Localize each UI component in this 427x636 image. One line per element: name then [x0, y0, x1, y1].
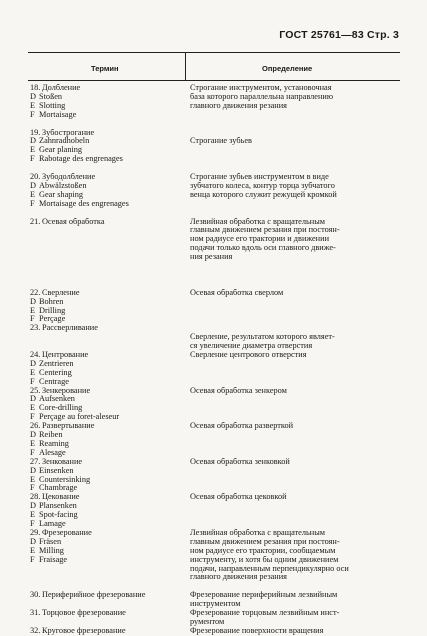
term-number: 22.	[30, 288, 41, 297]
definition-line: ном радиусе его трактории и движении	[190, 235, 330, 244]
term-text: Zentrieren	[39, 359, 74, 368]
term-russian	[30, 609, 182, 618]
term-text: Осевая обработка	[42, 217, 105, 226]
term-foreign	[30, 111, 182, 120]
language-code: E	[30, 306, 36, 315]
definition-column	[190, 387, 402, 423]
term-text: Aufsenken	[39, 395, 75, 404]
term-column	[30, 387, 182, 423]
term-text: Периферийное фрезерование	[42, 591, 146, 600]
term-column	[30, 627, 182, 636]
term-column	[30, 529, 182, 591]
language-code: D	[30, 431, 36, 440]
language-code: D	[30, 502, 36, 511]
term-text: Fräsen	[39, 537, 62, 546]
definition-line: венца которого служит режущей кромкой	[190, 190, 337, 199]
term-number: 28.	[30, 493, 41, 502]
language-code: D	[30, 537, 36, 546]
definition-line: Строгание зубьев	[190, 137, 252, 146]
term-russian	[30, 529, 182, 538]
definition-column	[190, 627, 402, 636]
definition-line	[190, 324, 402, 333]
term-column	[30, 173, 182, 218]
term-number: 24.	[30, 350, 41, 359]
definition-line: зубчатого колеса, контур торца зубчатого	[190, 181, 335, 190]
term-foreign	[30, 556, 182, 565]
term-foreign	[30, 315, 182, 324]
definition-line: подачи только вдоль оси главного движе-	[190, 244, 336, 253]
term-text: Торцовое фрезерование	[42, 609, 126, 618]
term-number: 25.	[30, 386, 41, 395]
term-foreign	[30, 538, 182, 547]
term-russian	[30, 493, 182, 502]
term-text: Зубострогание	[42, 128, 95, 137]
term-column	[30, 129, 182, 174]
term-foreign	[30, 511, 182, 520]
language-code: D	[30, 137, 36, 146]
definition-line: Сверление, результатом которого являет-	[190, 333, 335, 342]
term-number: 21.	[30, 217, 41, 226]
definition-column	[190, 173, 402, 218]
term-column	[30, 289, 182, 325]
column-header-term: Термин	[91, 64, 119, 73]
term-foreign	[30, 520, 182, 529]
language-code: F	[30, 110, 35, 119]
language-code: F	[30, 199, 35, 208]
term-russian	[30, 84, 182, 93]
definition-line: Фрезерование торцовым лезвийным инст-	[190, 609, 340, 618]
language-code: E	[30, 101, 36, 110]
term-column	[30, 609, 182, 627]
term-column	[30, 591, 182, 609]
definition-line: Строгание зубьев инструментом в виде	[190, 173, 329, 181]
term-text: Centrage	[39, 377, 69, 386]
definition-column	[190, 493, 402, 529]
term-text: Perçage au foret-aleseur	[39, 413, 120, 422]
definition-line: главным движением резания при постоян-	[190, 537, 340, 546]
term-entry	[30, 387, 400, 423]
term-russian	[30, 173, 182, 182]
term-entry	[30, 529, 400, 591]
language-code: E	[30, 511, 36, 520]
term-foreign	[30, 395, 182, 404]
language-code: F	[30, 155, 35, 164]
language-code: D	[30, 359, 36, 368]
language-code: F	[30, 377, 35, 386]
definition-column	[190, 218, 402, 289]
term-text: Рассверливание	[42, 324, 98, 333]
term-text: Drilling	[39, 306, 66, 315]
term-text: Plansenken	[39, 502, 77, 511]
term-number: 27.	[30, 457, 41, 466]
definition-line: главным движением резания при постоян-	[190, 226, 340, 235]
term-text: Countersinking	[39, 475, 91, 484]
language-code: F	[30, 520, 35, 529]
term-entry	[30, 609, 400, 627]
language-code: E	[30, 146, 36, 155]
term-number: 23.	[30, 324, 41, 333]
term-foreign	[30, 476, 182, 485]
language-code: F	[30, 413, 35, 422]
term-russian	[30, 387, 182, 396]
language-code: D	[30, 466, 36, 475]
term-entry	[30, 458, 400, 494]
term-text: Фрезерование	[42, 528, 92, 537]
term-text: Milling	[39, 546, 64, 555]
term-foreign	[30, 440, 182, 449]
language-code: E	[30, 368, 36, 377]
language-code: F	[30, 448, 35, 457]
language-code: F	[30, 484, 35, 493]
term-number: 31.	[30, 609, 41, 618]
header-bottom-rule	[28, 80, 400, 81]
term-entry	[30, 289, 400, 325]
term-entry	[30, 129, 400, 174]
definition-line: подачи, направленным перпендикулярно оси	[190, 564, 349, 573]
definition-line: Осевая обработка цековкой	[190, 493, 287, 502]
term-text: Rabotage des engrenages	[39, 155, 123, 164]
term-column	[30, 84, 182, 129]
term-entry	[30, 218, 400, 289]
definition-line: инструментом	[190, 600, 241, 609]
term-column	[30, 324, 182, 351]
term-text: Centering	[39, 368, 72, 377]
language-code: E	[30, 404, 36, 413]
table-top-rule	[28, 52, 400, 53]
definition-line: Фрезерование поверхности вращения	[190, 626, 324, 635]
definition-line: Осевая обработка сверлом	[190, 288, 284, 297]
term-number: 32.	[30, 626, 41, 635]
definition-line: Осевая обработка разверткой	[190, 422, 294, 431]
term-russian	[30, 458, 182, 467]
term-entry	[30, 173, 400, 218]
term-russian	[30, 627, 182, 636]
definition-column	[190, 591, 402, 609]
definition-line: база которого параллельна направлению	[190, 92, 334, 101]
definition-column	[190, 422, 402, 458]
definition-line: инструменту, и хотя бы одним движением	[190, 555, 339, 564]
definition-line: главного движения резания	[190, 573, 287, 582]
term-russian	[30, 422, 182, 431]
definition-line: ния резания	[190, 253, 233, 262]
definition-line: Лезвийная обработка с вращательным	[190, 528, 326, 537]
term-text: Fraisage	[39, 555, 68, 564]
term-foreign	[30, 378, 182, 387]
term-foreign	[30, 431, 182, 440]
definition-column	[190, 129, 402, 174]
term-foreign	[30, 298, 182, 307]
definition-column	[190, 289, 402, 325]
term-foreign	[30, 146, 182, 155]
term-number: 19.	[30, 128, 41, 137]
term-text: Stoßen	[39, 92, 63, 101]
term-text: Reaming	[39, 439, 69, 448]
language-code: D	[30, 92, 36, 101]
term-number: 20.	[30, 173, 41, 181]
term-text: Сверление	[42, 288, 80, 297]
language-code: F	[30, 315, 35, 324]
term-number: 30.	[30, 591, 41, 600]
term-entry	[30, 324, 400, 351]
term-russian	[30, 591, 182, 600]
term-foreign	[30, 200, 182, 209]
definition-column	[190, 458, 402, 494]
term-foreign	[30, 502, 182, 511]
definition-column	[190, 351, 402, 387]
term-foreign	[30, 182, 182, 191]
term-text: Perçage	[39, 315, 66, 324]
definition-line: Сверление центрового отверстия	[190, 350, 307, 359]
language-code: D	[30, 395, 36, 404]
definition-line: Фрезерование периферийным лезвийным	[190, 591, 338, 600]
term-text: Зубодолбление	[42, 173, 96, 181]
definition-column	[190, 324, 402, 351]
term-foreign	[30, 137, 182, 146]
term-text: Bohren	[39, 297, 64, 306]
term-foreign	[30, 93, 182, 102]
term-text: Gear planing	[39, 146, 83, 155]
term-foreign	[30, 484, 182, 493]
term-column	[30, 351, 182, 387]
language-code: E	[30, 475, 36, 484]
term-foreign	[30, 307, 182, 316]
term-russian	[30, 129, 182, 138]
term-column	[30, 493, 182, 529]
definition-line: рументом	[190, 617, 225, 626]
term-text: Chambrage	[39, 484, 78, 493]
term-text: Einsenken	[39, 466, 74, 475]
term-number: 26.	[30, 422, 41, 431]
term-number: 18.	[30, 84, 41, 92]
term-text: Зенкерование	[42, 386, 91, 395]
term-text: Core-drilling	[39, 404, 83, 413]
terms-table-body	[30, 84, 400, 636]
term-text: Круговое фрезерование	[42, 626, 126, 635]
term-foreign	[30, 413, 182, 422]
term-text: Центрование	[42, 350, 89, 359]
term-russian	[30, 324, 182, 333]
term-text: Mortaisage des engrenages	[39, 199, 129, 208]
language-code: E	[30, 546, 36, 555]
definition-line: Осевая обработка зенкером	[190, 386, 287, 395]
language-code: F	[30, 555, 35, 564]
term-text: Развертывание	[42, 422, 95, 431]
term-text: Reiben	[39, 431, 63, 440]
term-foreign	[30, 102, 182, 111]
definition-line: ся увеличение диаметра отверстия	[190, 342, 313, 351]
term-entry	[30, 627, 400, 636]
term-foreign	[30, 369, 182, 378]
term-foreign	[30, 360, 182, 369]
term-text: Spot-facing	[39, 511, 78, 520]
term-text: Долбление	[42, 84, 81, 92]
term-foreign	[30, 155, 182, 164]
column-divider	[185, 52, 186, 81]
term-text: Mortaisage	[39, 110, 77, 119]
term-text: Lamage	[39, 520, 66, 529]
definition-line: ном радиусе его трактории, сообщаемым	[190, 546, 336, 555]
definition-column	[190, 529, 402, 591]
term-entry	[30, 591, 400, 609]
language-code: E	[30, 190, 36, 199]
term-foreign	[30, 547, 182, 556]
term-text: Alesage	[39, 448, 66, 457]
term-text: Зенкование	[42, 457, 83, 466]
term-foreign	[30, 404, 182, 413]
definition-line: главного движения резания	[190, 101, 287, 110]
column-header-definition: Определение	[262, 64, 313, 73]
term-foreign	[30, 191, 182, 200]
language-code: E	[30, 439, 36, 448]
term-column	[30, 458, 182, 494]
term-column	[30, 218, 182, 289]
term-entry	[30, 84, 400, 129]
definition-line	[190, 129, 402, 138]
definition-column	[190, 609, 402, 627]
term-text: Abwälzstoßen	[39, 181, 87, 190]
term-russian	[30, 351, 182, 360]
definition-line: Осевая обработка зенковкой	[190, 457, 290, 466]
term-entry	[30, 493, 400, 529]
term-foreign	[30, 449, 182, 458]
term-text: Gear shaping	[39, 190, 84, 199]
definition-column	[190, 84, 402, 129]
term-russian	[30, 218, 182, 227]
term-entry	[30, 422, 400, 458]
term-foreign	[30, 467, 182, 476]
language-code: D	[30, 297, 36, 306]
term-text: Цекование	[42, 493, 80, 502]
page-header: ГОСТ 25761—83 Стр. 3	[279, 29, 399, 41]
term-text: Slotting	[39, 101, 66, 110]
term-russian	[30, 289, 182, 298]
term-number: 29.	[30, 528, 41, 537]
definition-line: Лезвийная обработка с вращательным	[190, 217, 326, 226]
language-code: D	[30, 181, 36, 190]
definition-line: Строгание инструментом, установочная	[190, 84, 332, 92]
term-column	[30, 422, 182, 458]
term-entry	[30, 351, 400, 387]
term-text: Zahnradhobeln	[39, 137, 90, 146]
